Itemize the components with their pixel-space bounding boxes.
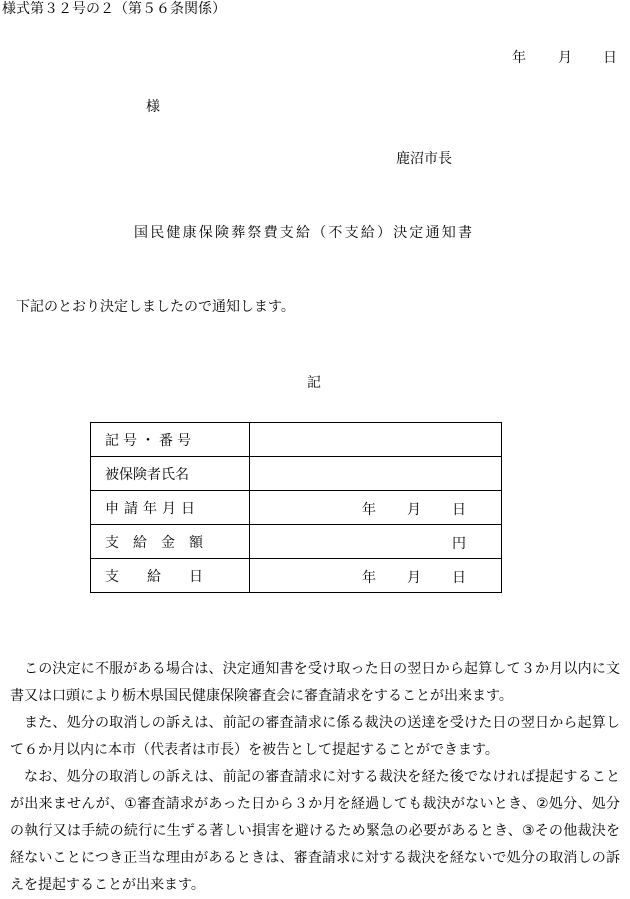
- document-title: 国民健康保険葬祭費支給（不支給）決定通知書: [134, 225, 475, 241]
- sender-name: 鹿沼市長: [396, 151, 452, 167]
- table-row: [91, 525, 502, 559]
- application-day: 日: [452, 502, 466, 518]
- row-label-number: 記号・番号: [91, 423, 250, 457]
- row-label-insured-name: 被保険者氏名: [91, 457, 250, 491]
- payment-day: 日: [452, 570, 466, 586]
- row-label-application-date: 申請年月日: [91, 491, 250, 525]
- table-row: [91, 491, 502, 525]
- application-year: 年: [362, 502, 376, 518]
- ki-heading: 記: [307, 375, 321, 391]
- details-table: [90, 422, 502, 593]
- date-day: 日: [603, 50, 617, 66]
- notice-paragraph-2: また、処分の取消しの訴えは、前記の審査請求に係る裁決の送達を受けた日の翌日から起算して６か月以内に本市（代表者は市長）を被告として提起することができます。: [10, 715, 620, 758]
- row-value-application-date: [250, 491, 502, 525]
- row-value-insured-name: [250, 457, 502, 491]
- row-label-payment-date: 支 給 日: [91, 559, 250, 593]
- table-row: [91, 559, 502, 593]
- date-year: 年: [512, 50, 526, 66]
- table-row: [91, 423, 502, 457]
- payment-year: 年: [362, 570, 376, 586]
- amount-unit: 円: [452, 536, 466, 552]
- form-number: 様式第３２号の２（第５６条関係）: [2, 1, 226, 17]
- row-label-amount: 支 給 金 額: [91, 525, 250, 559]
- appeal-notice: [10, 656, 620, 899]
- table-row: [91, 457, 502, 491]
- row-value-payment-date: [250, 559, 502, 593]
- addressee-honorific: 様: [146, 99, 160, 115]
- payment-month: 月: [407, 570, 421, 586]
- notice-paragraph-3: なお、処分の取消しの訴えは、前記の審査請求に対する裁決を経た後でなければ提起することが出来ませんが、①審査請求があった日から３か月を経過しても裁決がないとき、②処分、処分の執行又は手続の続行に生ずる著しい損害を避けるため緊急の必要があるとき、③その他裁決を経ないことにつき正当な理由があるときは、審査請求に対する裁決を経ないで処分の取消しの訴えを提起することが出来ます。: [10, 769, 620, 893]
- row-value-amount: [250, 525, 502, 559]
- application-month: 月: [407, 502, 421, 518]
- date-month: 月: [558, 50, 572, 66]
- intro-text: 下記のとおり決定しましたので通知します。: [16, 299, 295, 315]
- row-value-number: [250, 423, 502, 457]
- notice-paragraph-1: この決定に不服がある場合は、決定通知書を受け取った日の翌日から起算して３か月以内に文書又は口頭により栃木県国民健康保険審査会に審査請求をすることが出来ます。: [10, 661, 620, 704]
